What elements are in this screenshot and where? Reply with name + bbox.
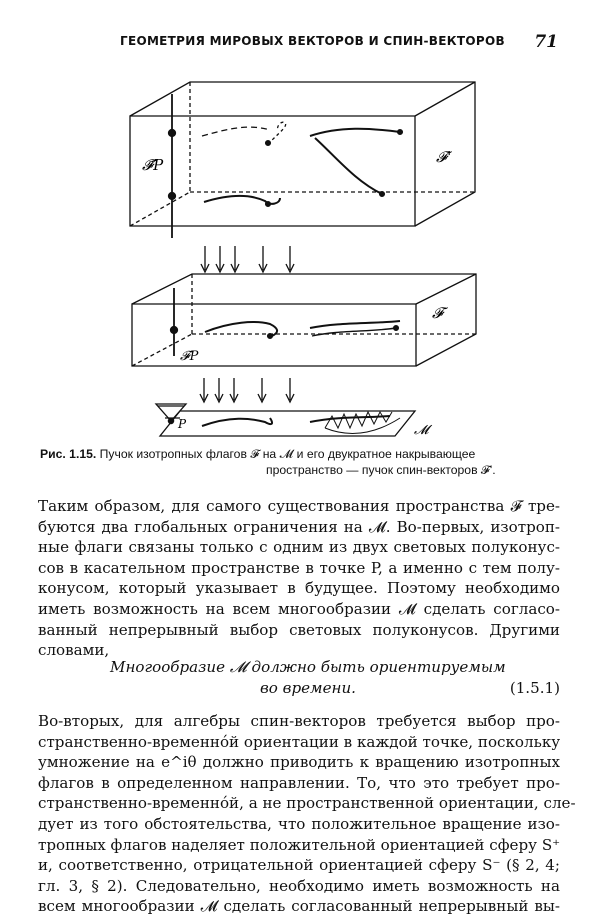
fiber-point [169, 193, 176, 200]
fiber-point [169, 130, 176, 137]
label-fp: 𝓕P [180, 349, 199, 364]
page-header [38, 34, 558, 56]
fiber-bundle-diagram [120, 66, 480, 446]
displayed-statement [38, 657, 560, 699]
text-line: иметь возможность на всем многообразии 𝓜 сделать согласо- [38, 599, 560, 618]
projection-arrows-upper [201, 246, 294, 272]
text-line: и, соответственно, отрицательной ориентацией сферу S⁻ (§ 2, 4; [38, 856, 560, 875]
text-line: ванный непрерывный выбор световых полуконусов. Другими [38, 620, 560, 639]
paragraph-1 [38, 496, 560, 661]
text-line: тропных флагов наделяет положительной ориентацией сферу S⁺ [38, 835, 561, 854]
statement-line-2-text: во времени. [260, 679, 356, 697]
caption-label: Рис. 1.15. [40, 447, 97, 461]
caption-line-1: Пучок изотропных флагов 𝓕 на 𝓜 и его двукратное накрывающее [99, 447, 476, 461]
figure-1-15 [120, 66, 480, 446]
text-line: буются два глобальных ограничения на 𝓜. Во-первых, изотроп- [38, 517, 560, 536]
text-line: словами, [38, 641, 110, 660]
upper-box-spin-vectors [130, 82, 475, 226]
statement-line-1: Многообразие 𝓜 должно быть ориентируемым [110, 658, 506, 676]
text-line: конусом, который указывает в будущее. Поэтому необходимо [38, 579, 560, 598]
projection-arrows-lower [200, 378, 294, 402]
text-line: странственно-временно́й ориентации в каждой точке, поскольку [38, 732, 561, 751]
text-line: Таким образом, для самого существования пространства 𝓕 тре- [38, 497, 560, 515]
label-f: 𝓕 [432, 304, 444, 322]
running-head: ГЕОМЕТРИЯ МИРОВЫХ ВЕКТОРОВ И СПИН-ВЕКТОРОВ [120, 34, 505, 48]
text-line: умножение на e^iθ должно приводить к вращению изотропных [38, 753, 560, 772]
label-p: P [178, 417, 187, 431]
equation-number: (1.5.1) [509, 679, 560, 697]
text-line: сов в касательном пространстве в точке P, а именно с тем полу- [38, 558, 560, 577]
text-line: ные флаги связаны только с одним из двух световых полуконус- [38, 538, 560, 557]
flag-curve [310, 129, 400, 136]
base-manifold [156, 404, 415, 436]
paragraph-2 [38, 711, 576, 917]
text-line: Во-вторых, для алгебры спин-векторов требуется выбор про- [38, 712, 560, 730]
page-number: 71 [534, 32, 558, 52]
flag-curve [315, 138, 382, 194]
flag-curve [310, 321, 400, 328]
statement-line-2 [38, 678, 560, 699]
text-line: флагов в определенном направлении. То, что это требует про- [38, 773, 560, 792]
label-f-prime: 𝓕' [436, 148, 452, 166]
text-line: всем многообразии 𝓜 сделать согласованный непрерывный вы- [38, 897, 560, 916]
text-line: дует из того обстоятельства, что положительное вращение изо- [38, 814, 560, 833]
caption-line-2: пространство — пучок спин-векторов 𝓕'. [266, 463, 496, 477]
flag-curve [202, 127, 270, 136]
flag-curve [268, 122, 286, 144]
text-line: странственно-временно́й, а не пространственной ориентации, сле- [38, 794, 576, 813]
text-line: гл. 3, § 2). Следовательно, необходимо иметь возможность на [38, 876, 560, 895]
label-m: 𝓜 [414, 423, 429, 438]
label-fp-tilde: 𝓕̃P [142, 156, 164, 174]
figure-caption [40, 446, 560, 478]
